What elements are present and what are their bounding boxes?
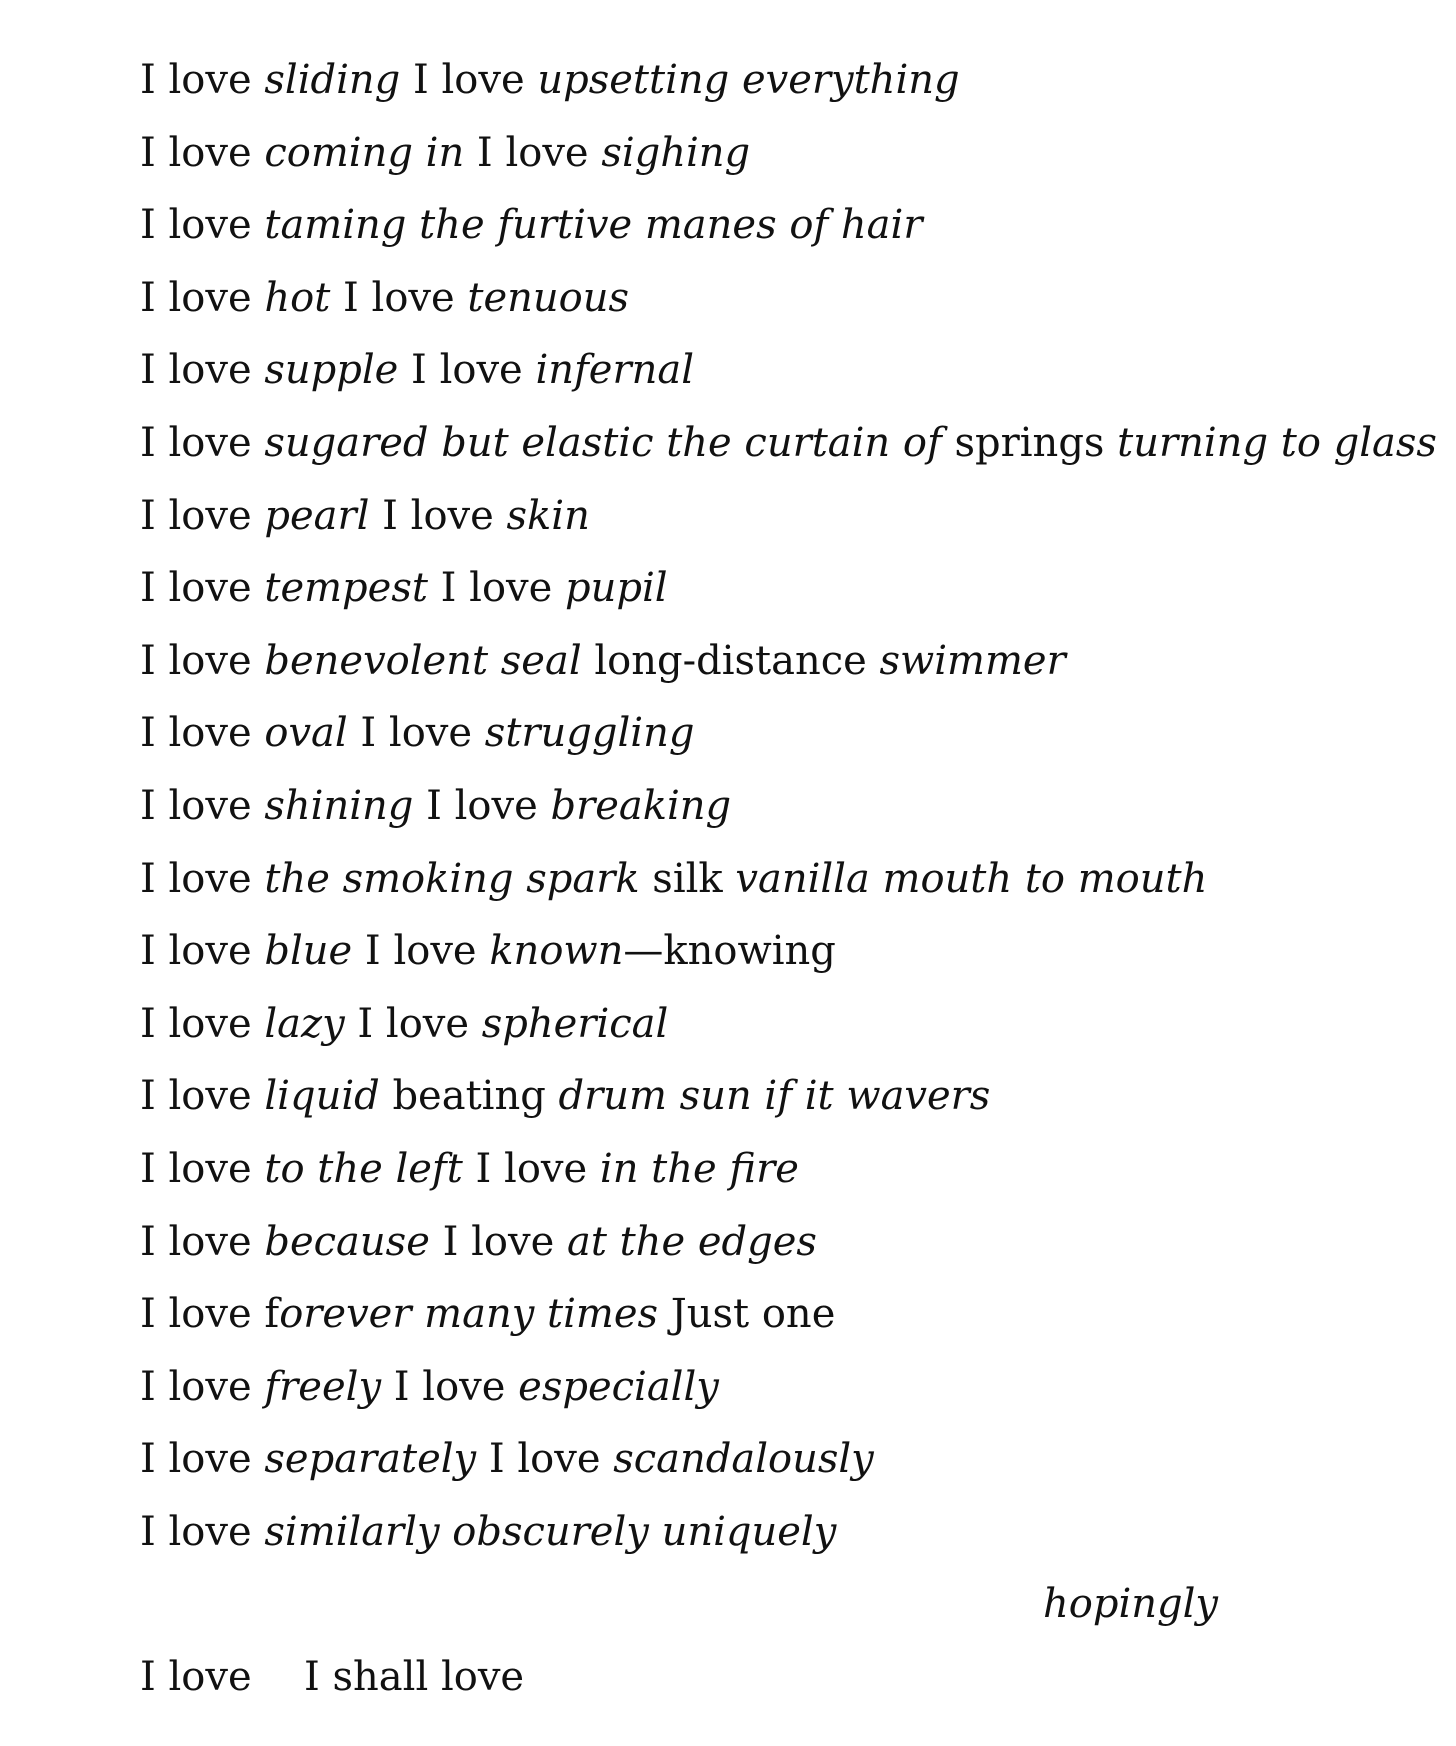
- poem-line-text: I love: [140, 1145, 265, 1192]
- poem-line: [140, 558, 1420, 631]
- poem-line-italic-text: tenuous: [467, 274, 630, 321]
- poem-line-italic-text: upsetting everything: [537, 57, 960, 103]
- poem-line-italic-text: benevolent seal: [264, 637, 582, 684]
- poem-line-text: I love: [140, 637, 265, 684]
- poem-line-italic-text: infernal: [535, 347, 694, 394]
- poem-line-italic-text: taming the furtive manes of hair: [264, 202, 923, 249]
- poem-line-italic-text: oval: [264, 710, 348, 757]
- poem-line-italic-text: separately: [264, 1436, 477, 1483]
- poem-line-text: silk: [639, 855, 736, 902]
- poem-line: [140, 1139, 1420, 1212]
- poem-line-text: I love: [140, 1508, 265, 1555]
- poem-line-text: I love: [330, 274, 468, 321]
- poem-line-text: I love: [140, 129, 265, 176]
- poem-line-text: I love: [464, 129, 602, 176]
- poem-line: [140, 50, 1420, 123]
- poem-line-text: —knowing: [623, 928, 836, 975]
- poem-line: [140, 1066, 1420, 1139]
- poem-line-italic-text: at the edges: [566, 1218, 817, 1265]
- poem-body: [140, 50, 1437, 1720]
- poem-line: [140, 268, 1420, 341]
- poem-line-text: springs: [941, 419, 1118, 466]
- poem-line-text: I love: [140, 492, 265, 539]
- poem-line-text: I love: [140, 202, 265, 249]
- poem-line-italic-text: swimmer: [879, 637, 1066, 684]
- poem-line-text: I love: [476, 1436, 614, 1483]
- final-line-left: I love: [140, 1654, 252, 1701]
- poem-line-italic-text: pupil: [565, 565, 668, 612]
- poem-line-text: I love: [400, 57, 538, 103]
- poem-line-italic-text: lazy: [264, 1000, 345, 1047]
- poem-line-italic-text: scandalously: [613, 1436, 874, 1483]
- poem-line-text: I love: [369, 492, 507, 539]
- poem-line-italic-text: hot: [264, 274, 331, 321]
- poem-line: [140, 486, 1420, 559]
- poem-line-italic-text: pearl: [264, 492, 370, 539]
- poem-line-italic-text: sugared but elastic the curtain of: [264, 419, 942, 466]
- poem-line-text: Just one: [658, 1291, 836, 1338]
- poem-line-italic-text: the smoking spark: [264, 855, 640, 902]
- poem-line-italic-text: liquid: [264, 1073, 380, 1120]
- poem-line: [140, 776, 1420, 849]
- poem-line-italic-text: breaking: [550, 782, 732, 829]
- poem-line-text: I love: [140, 565, 265, 612]
- indented-word: hopingly: [1043, 1581, 1218, 1628]
- poem-line: [140, 1429, 1420, 1502]
- poem-line-text: I love: [344, 1000, 482, 1047]
- poem-line-italic-text: to the left: [264, 1145, 463, 1192]
- poem-line-italic-text: coming in: [264, 129, 465, 176]
- poem-line-text: I love: [140, 855, 265, 902]
- poem-line-italic-text: supple: [264, 347, 399, 394]
- poem-line-text: I love: [140, 419, 265, 466]
- poem-line-text: long-distance: [581, 637, 880, 684]
- poem-line-italic-text: vanilla mouth to mouth: [735, 855, 1208, 902]
- poem-line: [140, 413, 1437, 486]
- poem-line-italic-text: in the fire: [599, 1145, 799, 1192]
- poem-line-italic-text: known: [489, 928, 624, 975]
- poem-line-text: I love: [347, 710, 485, 757]
- poem-line-italic-text: orever many times: [279, 1291, 659, 1338]
- poem-line-text: I love: [140, 1000, 265, 1047]
- poem-line-italic-text: shining: [264, 782, 414, 829]
- poem-line-italic-text: blue: [264, 928, 353, 975]
- poem-line: [140, 994, 1420, 1067]
- poem-line-text: I love: [352, 928, 490, 975]
- poem-line-text: I love: [140, 1218, 265, 1265]
- poem-line-text: I love f: [140, 1291, 280, 1338]
- poem-line-italic-text: sliding: [264, 57, 401, 103]
- poem-line-italic-text: skin: [506, 492, 590, 539]
- poem-line: [140, 123, 1420, 196]
- poem-line-text: I love: [140, 782, 265, 829]
- poem-line-text: I love: [140, 1073, 265, 1120]
- poem-final-line: [140, 1647, 1420, 1720]
- poem-line-text: I love: [140, 274, 265, 321]
- poem-line: [140, 340, 1420, 413]
- poem-line-text: I love: [413, 782, 551, 829]
- poem-line-text: I love: [429, 1218, 567, 1265]
- poem-line-italic-text: spherical: [481, 1000, 669, 1047]
- poem-line: [140, 1502, 1420, 1575]
- poem-indented-line: [140, 1574, 1420, 1647]
- poem-line: [140, 195, 1420, 268]
- poem-line-text: I love: [140, 57, 265, 103]
- poem-line-italic-text: tempest: [264, 565, 428, 612]
- poem-line: [140, 921, 1420, 994]
- poem-line: [140, 631, 1420, 704]
- poem-line-italic-text: because: [264, 1218, 430, 1265]
- poem-line: [140, 1212, 1420, 1285]
- poem-line-text: I love: [398, 347, 536, 394]
- poem-line-text: I love: [427, 565, 566, 612]
- poem-line-text: I love: [140, 1436, 265, 1483]
- poem-line: [140, 849, 1420, 922]
- poem-line-italic-text: freely: [264, 1363, 382, 1410]
- poem-line-text: beating: [379, 1073, 559, 1120]
- poem-line-text: I love: [140, 347, 265, 394]
- poem-line-italic-text: sighing: [601, 129, 751, 176]
- poem-line-italic-text: turning to glass: [1117, 419, 1437, 466]
- poem-line: [140, 1357, 1420, 1430]
- poem-line-italic-text: drum sun if it wavers: [558, 1073, 991, 1120]
- poem-line-text: I love: [140, 710, 265, 757]
- poem-line-text: I love: [462, 1145, 600, 1192]
- poem-line-italic-text: similarly obscurely uniquely: [264, 1508, 837, 1555]
- poem-line-text: I love: [140, 928, 265, 975]
- poem-line-italic-text: especially: [518, 1363, 719, 1410]
- poem-line-text: I love: [140, 1363, 265, 1410]
- poem-line-italic-text: struggling: [484, 710, 695, 757]
- poem-line: [140, 703, 1420, 776]
- poem-line: [140, 1284, 1420, 1357]
- poem-line-text: I love: [381, 1363, 519, 1410]
- final-line-right: I shall love: [304, 1654, 525, 1701]
